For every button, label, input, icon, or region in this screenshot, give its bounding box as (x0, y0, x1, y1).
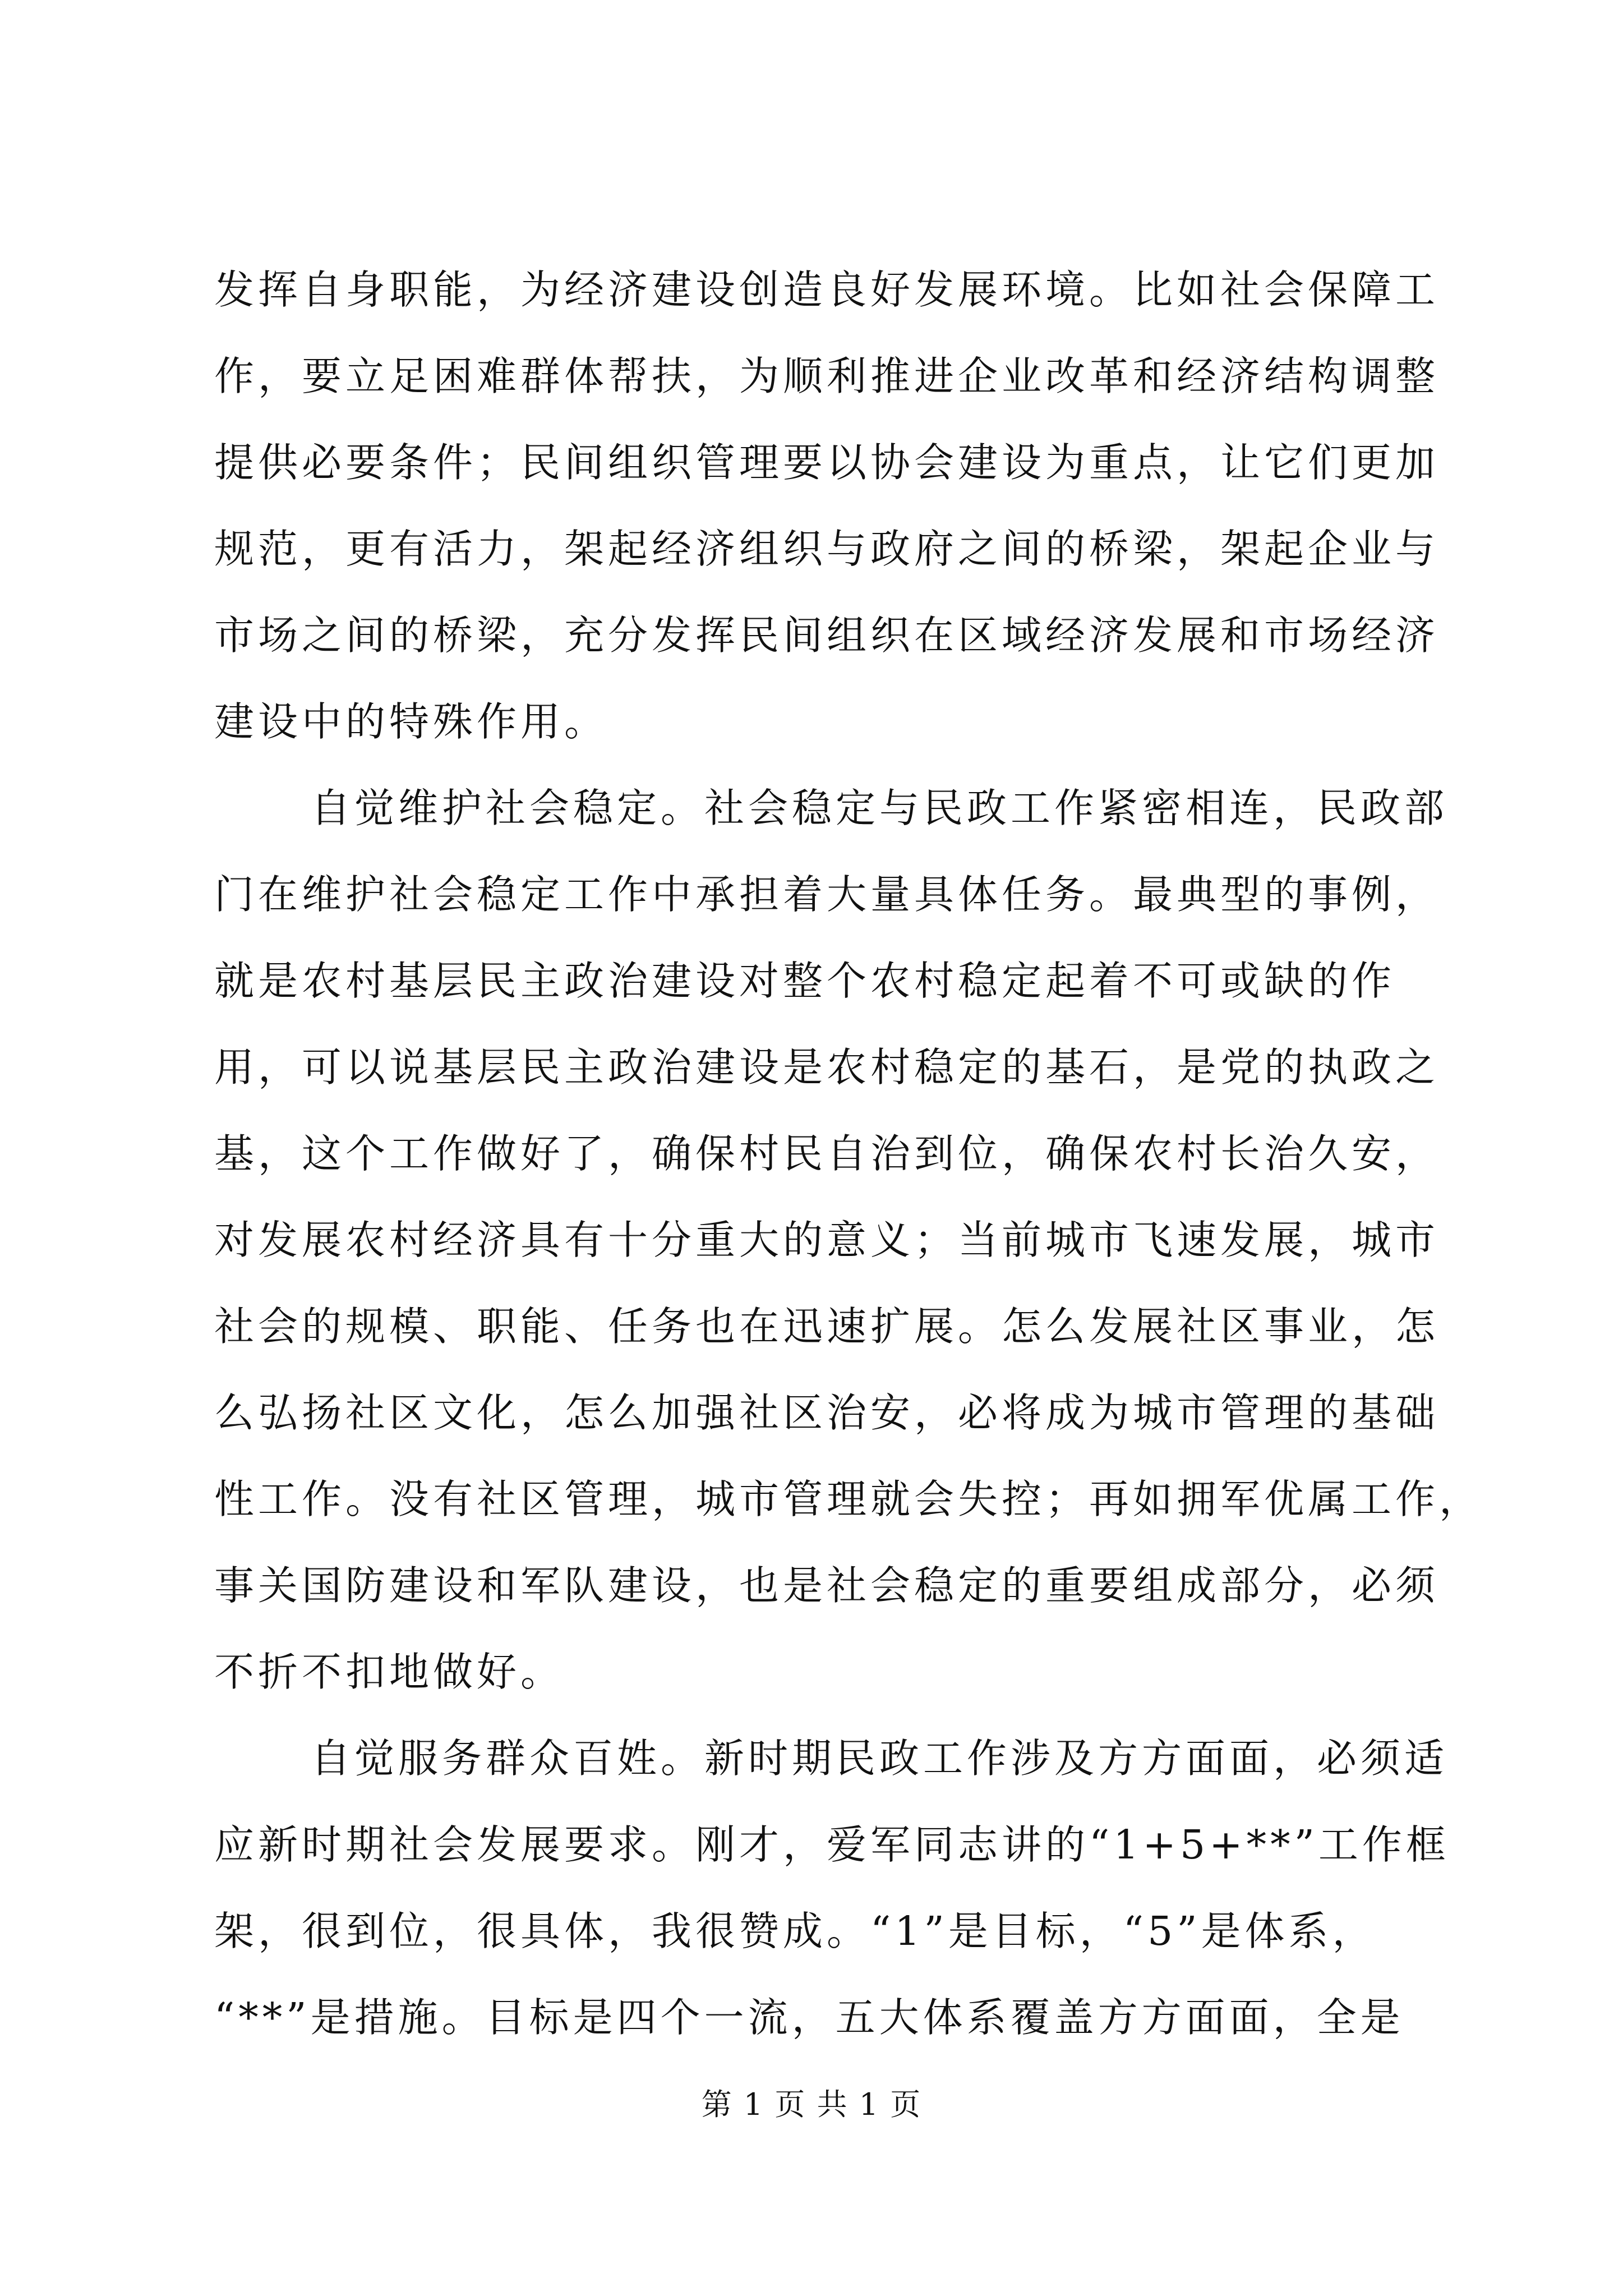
paragraph-1-line: 作，要立足困难群体帮扶，为顺利推进企业改革和经济结构调整 (214, 353, 1440, 399)
paragraph-2-line: 性工作。没有社区管理，城市管理就会失控；再如拥军优属工作， (214, 1476, 1483, 1522)
paragraph-2-line: 事关国防建设和军队建设，也是社会稳定的重要组成部分，必须 (214, 1562, 1440, 1609)
paragraph-2-line: 用，可以说基层民主政治建设是农村稳定的基石，是党的执政之 (214, 1044, 1440, 1091)
paragraph-2-first-line: 自觉维护社会稳定。社会稳定与民政工作紧密相连，民政部 (311, 785, 1449, 831)
paragraph-1-line: 市场之间的桥梁，充分发挥民间组织在区域经济发展和市场经济 (214, 612, 1440, 659)
page-footer: 第 1 页 共 1 页 (701, 2087, 922, 2122)
paragraph-2-line: 社会的规模、职能、任务也在迅速扩展。怎么发展社区事业，怎 (214, 1303, 1440, 1350)
paragraph-2-line: 门在维护社会稳定工作中承担着大量具体任务。最典型的事例， (214, 871, 1440, 918)
paragraph-1-line: 建设中的特殊作用。 (214, 698, 608, 745)
paragraph-1-line: 规范，更有活力，架起经济组织与政府之间的桥梁，架起企业与 (214, 526, 1440, 572)
paragraph-3-line: 架，很到位，很具体，我很赞成。“1”是目标，“5”是体系， (214, 1908, 1376, 1954)
paragraph-1-line: 发挥自身职能，为经济建设创造良好发展环境。比如社会保障工 (214, 266, 1440, 313)
paragraph-3-line: 应新时期社会发展要求。刚才，爱军同志讲的“1+5+**”工作框 (214, 1821, 1450, 1868)
paragraph-3-first-line: 自觉服务群众百姓。新时期民政工作涉及方方面面，必须适 (311, 1735, 1449, 1782)
paragraph-3-line: “**”是措施。目标是四个一流，五大体系覆盖方方面面，全是 (214, 1994, 1404, 2041)
paragraph-2-line: 不折不扣地做好。 (214, 1649, 565, 1695)
paragraph-2-line: 么弘扬社区文化，怎么加强社区治安，必将成为城市管理的基础 (214, 1389, 1440, 1436)
paragraph-1-line: 提供必要条件；民间组织管理要以协会建设为重点，让它们更加 (214, 439, 1440, 486)
document-body (214, 247, 1483, 2061)
paragraph-2-line: 就是农村基层民主政治建设对整个农村稳定起着不可或缺的作 (214, 958, 1396, 1004)
paragraph-2-line: 对发展农村经济具有十分重大的意义；当前城市飞速发展，城市 (214, 1217, 1440, 1263)
paragraph-2-line: 基，这个工作做好了，确保村民自治到位，确保农村长治久安， (214, 1130, 1440, 1177)
